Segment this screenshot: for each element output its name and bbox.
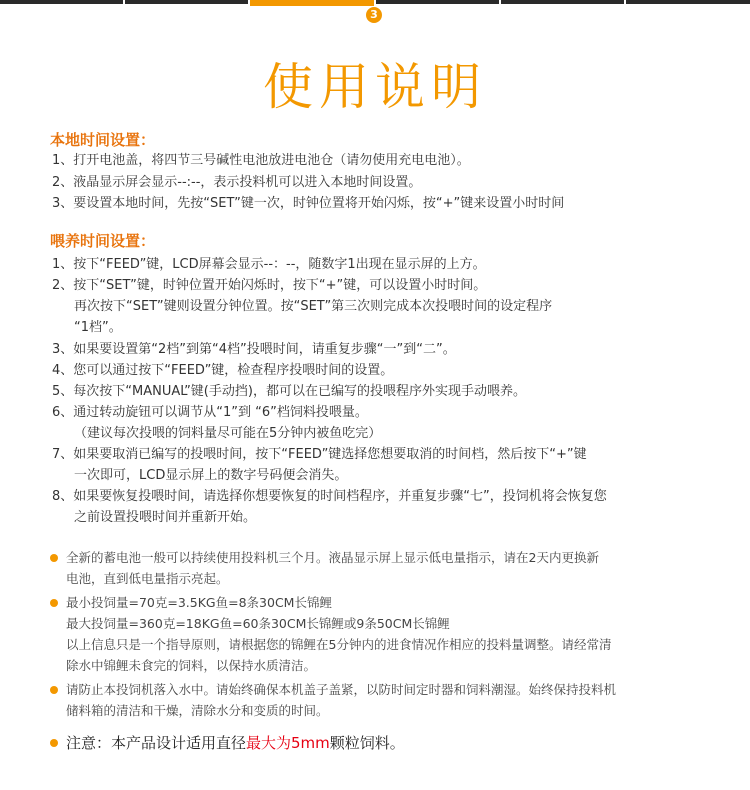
battery-note-line: 电池，直到低电量指示亮起。 bbox=[66, 571, 229, 586]
step-segment-3-active bbox=[250, 0, 374, 6]
local-time-item: 3、要设置本地时间，先按“SET”键一次，时钟位置将开始闪烁，按“+”键来设置小时时间 bbox=[52, 196, 565, 211]
feeding-time-line: 1、按下“FEED”键，LCD屏幕会显示--：--，随数字1出现在显示屏的上方。 bbox=[52, 257, 486, 272]
feeding-time-line: “1档”。 bbox=[74, 320, 122, 335]
feed-amount-note-line: 除水中锦鲤未食完的饲料，以保持水质清洁。 bbox=[66, 658, 317, 673]
bullet-dot-icon bbox=[50, 739, 58, 747]
final-notice-suffix: 颗粒饲料。 bbox=[329, 734, 405, 752]
feeding-time-line: 再次按下“SET”键则设置分钟位置。按“SET”第三次则完成本次投喂时间的设定程序 bbox=[74, 299, 553, 314]
local-time-item: 2、液晶显示屏会显示--:--，表示投料机可以进入本地时间设置。 bbox=[52, 175, 422, 190]
bullet-dot-icon bbox=[50, 599, 58, 607]
bullet-dot-icon bbox=[50, 686, 58, 694]
bullet-dot-icon bbox=[50, 554, 58, 562]
feed-amount-note-line: 最小投饲量=70克=3.5KG鱼=8条30CM长锦鲤 bbox=[66, 595, 332, 610]
feeding-time-line: 8、如果要恢复投喂时间，请选择你想要恢复的时间档程序，并重复步骤“七”，投饲机将会恢复您 bbox=[52, 489, 607, 504]
final-notice bbox=[66, 731, 405, 755]
page-title: 使用说明 bbox=[263, 58, 487, 116]
final-notice-highlight: 最大为5mm bbox=[246, 734, 330, 752]
step-segment-2 bbox=[125, 0, 248, 4]
water-note-line: 请防止本投饲机落入水中。请始终确保本机盖子盖紧，以防时间定时器和饲料潮湿。始终保持投料机 bbox=[66, 682, 617, 697]
final-notice-prefix: 注意：本产品设计适用直径 bbox=[66, 734, 247, 752]
step-segment-5 bbox=[501, 0, 624, 4]
feeding-time-line: 7、如果要取消已编写的投喂时间，按下“FEED”键选择您想要取消的时间档，然后按下“+”键 bbox=[52, 447, 587, 462]
feeding-time-line: 5、每次按下“MANUAL”键(手动挡)，都可以在已编写的投喂程序外实现手动喂养。 bbox=[52, 384, 526, 399]
local-time-item: 1、打开电池盖，将四节三号碱性电池放进电池仓（请勿使用充电电池）。 bbox=[52, 153, 470, 168]
feeding-time-line: （建议每次投喂的饲料量尽可能在5分钟内被鱼吃完） bbox=[74, 426, 382, 441]
local-time-heading: 本地时间设置： bbox=[50, 131, 156, 149]
feeding-time-line: 3、如果要设置第“2档”到第“4档”投喂时间，请重复步骤“一”到“二”。 bbox=[52, 342, 456, 357]
feeding-time-line: 之前设置投喂时间并重新开始。 bbox=[74, 510, 257, 525]
battery-note-line: 全新的蓄电池一般可以持续使用投料机三个月。液晶显示屏上显示低电量指示，请在2天内更换新 bbox=[66, 550, 599, 565]
feeding-time-heading: 喂养时间设置： bbox=[50, 232, 156, 250]
step-segment-6 bbox=[626, 0, 750, 4]
feeding-time-line: 2、按下“SET”键，时钟位置开始闪烁时，按下“+”键，可以设置小时时间。 bbox=[52, 278, 487, 293]
feeding-time-line: 6、通过转动旋钮可以调节从“1”到 “6”档饲料投喂量。 bbox=[52, 405, 368, 420]
step-number-badge: 3 bbox=[366, 7, 382, 23]
feed-amount-note-line: 以上信息只是一个指导原则，请根据您的锦鲤在5分钟内的进食情况作相应的投料量调整。请经常清 bbox=[66, 637, 612, 652]
step-progress-bar bbox=[0, 0, 750, 6]
water-note-line: 储料箱的清洁和干燥，清除水分和变质的时间。 bbox=[66, 703, 329, 718]
step-segment-4 bbox=[376, 0, 499, 4]
feeding-time-line: 4、您可以通过按下“FEED”键，检查程序投喂时间的设置。 bbox=[52, 363, 394, 378]
feed-amount-note-line: 最大投饲量=360克=18KG鱼=60条30CM长锦鲤或9条50CM长锦鲤 bbox=[66, 616, 450, 631]
step-segment-1 bbox=[0, 0, 123, 4]
feeding-time-line: 一次即可，LCD显示屏上的数字号码便会消失。 bbox=[74, 468, 348, 483]
